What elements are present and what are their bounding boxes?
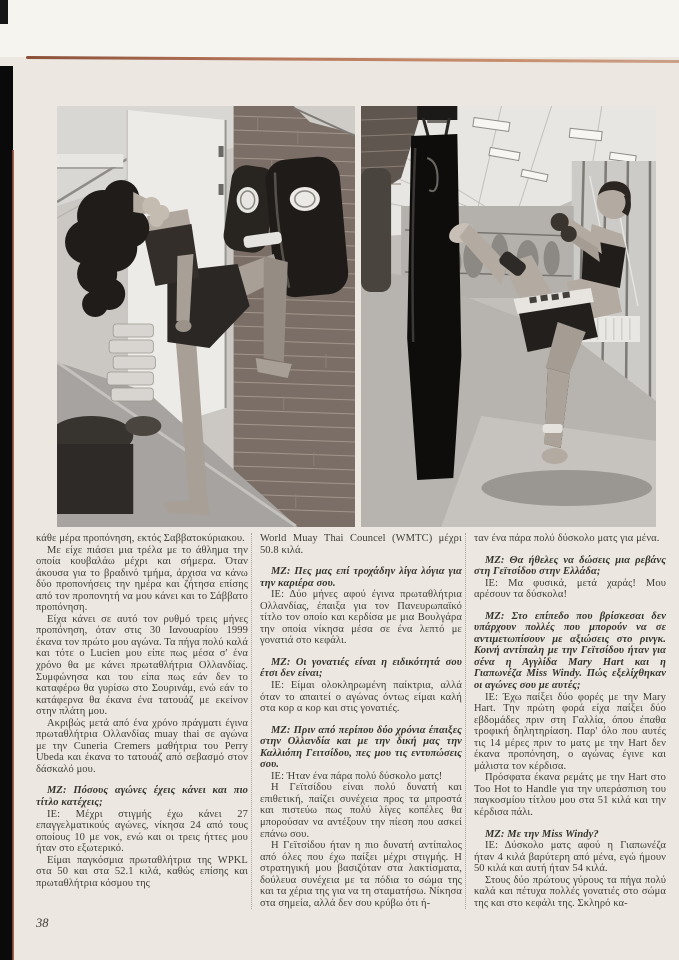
article-paragraph: ΙΕ: Είμαι ολοκληρωμένη παίκτρια, αλλά όταν το απαιτεί ο αγώνας όντως είμαι καλή στα κορ α κορ και στις γονατιές. (259, 680, 462, 715)
text-column-2 (251, 533, 462, 909)
article-paragraph: Η Γεϊτσίδου ήταν η πιο δυνατή αντίπαλος από όλες που έχω παίξει μέχρι στιγμής. Η στρατηγική μου βασιζόταν στα λακτίσματα, δούλευα συνέχεια με τα πόδια το σώμα της και τα χέρια της για να τη σταματήσω. Νίκησα στα σημεία, αλλά δεν σου κρύβω ότι ή- (259, 840, 462, 909)
interview-question: ΜΖ: Στο επίπεδο που βρίσκεσαι δεν υπάρχουν πολλές που μπορούν να σε αντιμετωπίσουν με αξιώσεις στο ρινγκ. Κοινή αντίπαλη με την Γεϊτσίδου ήταν για σένα η Αγγλίδα Mary Hart και η Γιαπωνέζα Miss Windy. Πώς εξελίχθηκαν οι αγώνες σου με αυτές; (473, 610, 666, 692)
article-paragraph: κάθε μέρα προπόνηση, εκτός Σαββατοκύριακου. (36, 533, 245, 544)
interview-question: ΜΖ: Οι γονατιές είναι η ειδικότητά σου έτσι δεν είναι; (259, 656, 462, 680)
photo-right-illustration (361, 106, 656, 527)
article-paragraph: ΙΕ: Ήταν ένα πάρα πολύ δύσκολο ματς! (270, 770, 443, 782)
article-paragraph: Η Γεϊτσίδου είναι πολύ δυνατή και επιθετική, παίζει συνέχεια προς τα μπροστά και πιστεύω πως πολύ λίγες κοπέλες θα μπορούσαν να αντέξουν την πίεση που ασκεί επάνω σου. (259, 782, 462, 840)
interview-question: ΜΖ: Με την Miss Windy? (484, 828, 599, 840)
interview-question: ΜΖ: Πόσους αγώνες έχεις κάνει και πιο τίτλο κατέχεις; (36, 785, 248, 809)
scan-accent-line (26, 56, 679, 63)
article-paragraph: Ακριβώς μετά από ένα χρόνο πράγματι έγινα πρωταθλήτρια Ολλανδίας muay thai σε αγώνα με την Cuneria Cremers μαθήτρια του Perry Ubeda και έκανα το τατουάζ από σεβασμό στον δάσκαλό μου. (36, 717, 248, 775)
scan-corner-mark (0, 0, 8, 24)
photo-right-bag-kick (361, 106, 656, 527)
photo-left-knee-raise (57, 106, 355, 527)
article-paragraph: Είμαι παγκόσμια πρωταθλήτρια της WPKL στα 50 και στα 52.1 κιλά, καθώς επίσης και πρωταθλήτρια κόσμου της (36, 854, 248, 889)
article-paragraph: Με είχε πιάσει μια τρέλα με το άθλημα την οποία κουβαλάω μέχρι και σήμερα. Όταν άκουσα για το βραδινό τμήμα, άρχισα να κάνω δύο προπονήσεις την ημέρα και ζήτησα επίσης από τον προπονητή να μου κάνει και το Σάββατο προπόνηση. (36, 544, 248, 614)
article-paragraph: ΙΕ: Δύο μήνες αφού έγινα πρωταθλήτρια Ολλανδίας, έπαιξα για τον Πανευρωπαϊκό τίτλο τον οποίο και κερδίσα με μια Βουλγάρα την οποία νίκησα μέσα σε ένα λεπτό με γονατιά στο κεφάλι. (259, 589, 462, 647)
photo-row (57, 106, 656, 527)
scan-red-edge-line (12, 150, 14, 960)
article-paragraph: ταν ένα πάρα πολύ δύσκολο ματς για μένα. (473, 533, 660, 544)
page-number: 38 (36, 916, 49, 930)
interview-question: ΜΖ: Πριν από περίπου δύο χρόνια έπαιξες στην Ολλανδία και με την δική μας την Καλλιόπη Γειτσίδου, πες μου τις εντυπώσεις σου. (259, 724, 462, 771)
interview-question: ΜΖ: Πες μας επί τροχάδην λίγα λόγια για την καριέρα σου. (259, 566, 462, 589)
interview-question: ΜΖ: Θα ήθελες να δώσεις μια ρεβάνς στη Γεϊτσίδου στην Ελλάδα; (473, 554, 666, 578)
article-paragraph: ΙΕ: Μέχρι στιγμής έχω κάνει 27 επαγγελματικούς αγώνες, νίκησα 24 από τους οποίους 10 με νοκ, ενώ και οι τρεις ήττες μου ήταν στο εξωτερικό. (36, 808, 248, 855)
article-paragraph: World Muay Thai Councel (WMTC) μέχρι 50.8 κιλά. (259, 533, 462, 556)
article-paragraph: Πρόσφατα έκανα ρεμάτς με την Hart στο Too Hot to Handle για την υπεράσπιση του παγκοσμίου τίτλου μου στα 51 κιλά και την κέρδισα πάλι. (473, 772, 666, 819)
article-paragraph: Στους δύο πρώτους γύρους τα πήγα πολύ καλά και πέτυχα πολλές γονατιές στο σώμα της και στο κεφάλι της. Σκληρό κα- (473, 874, 666, 909)
article-paragraph: Είχα κάνει σε αυτό τον ρυθμό τρεις μήνες προπόνηση, όταν στις 30 Ιανουαρίου 1999 έκανα τον πρώτο μου αγώνα. Τα πήγα πολύ καλά και τότε ο Lucien μου είπε πως μέσα σ' ένα χρόνο θα με κάνει πρωταθλήτρια Ολλανδίας. Συμφώνησα και του είπα πως εάν δεν το καταφέρω θα γυρίσω στο Σουρινάμ, ενώ εάν το κατάφερνα θα έκανα ένα τατουάζ με εκείνον στην πλάτη μου. (36, 613, 248, 718)
article-paragraph: ΙΕ: Μα φυσικά, μετά χαράς! Μου αρέσουν τα δύσκολα! (473, 577, 666, 601)
article-paragraph: ΙΕ: Δύσκολο ματς αφού η Γιαπωνέζα ήταν 4 κιλά βαρύτερη από μένα, εγώ ήμουν 50 κιλά και αυτή ήταν 54 κιλά. (473, 840, 666, 875)
text-column-1 (36, 533, 248, 909)
text-column-3 (465, 533, 666, 909)
scan-previous-page-strip (0, 0, 679, 57)
article-paragraph: ΙΕ: Έχω παίξει δύο φορές με την Mary Hart. Την πρώτη φορά είχα παίξει δύο εβδομάδες πριν στη Γαλλία, όπου έπαθα τροφική δηλητηρίαση. Παρ' όλο που αυτές τις 14 μέρες πριν το ματς με την Hart δεν έκανα προπόνηση, ο αγώνας έγινε και μάλιστα τον κέρδισα. (473, 691, 666, 772)
interview-article (36, 533, 666, 909)
photo-left-illustration (57, 106, 355, 527)
